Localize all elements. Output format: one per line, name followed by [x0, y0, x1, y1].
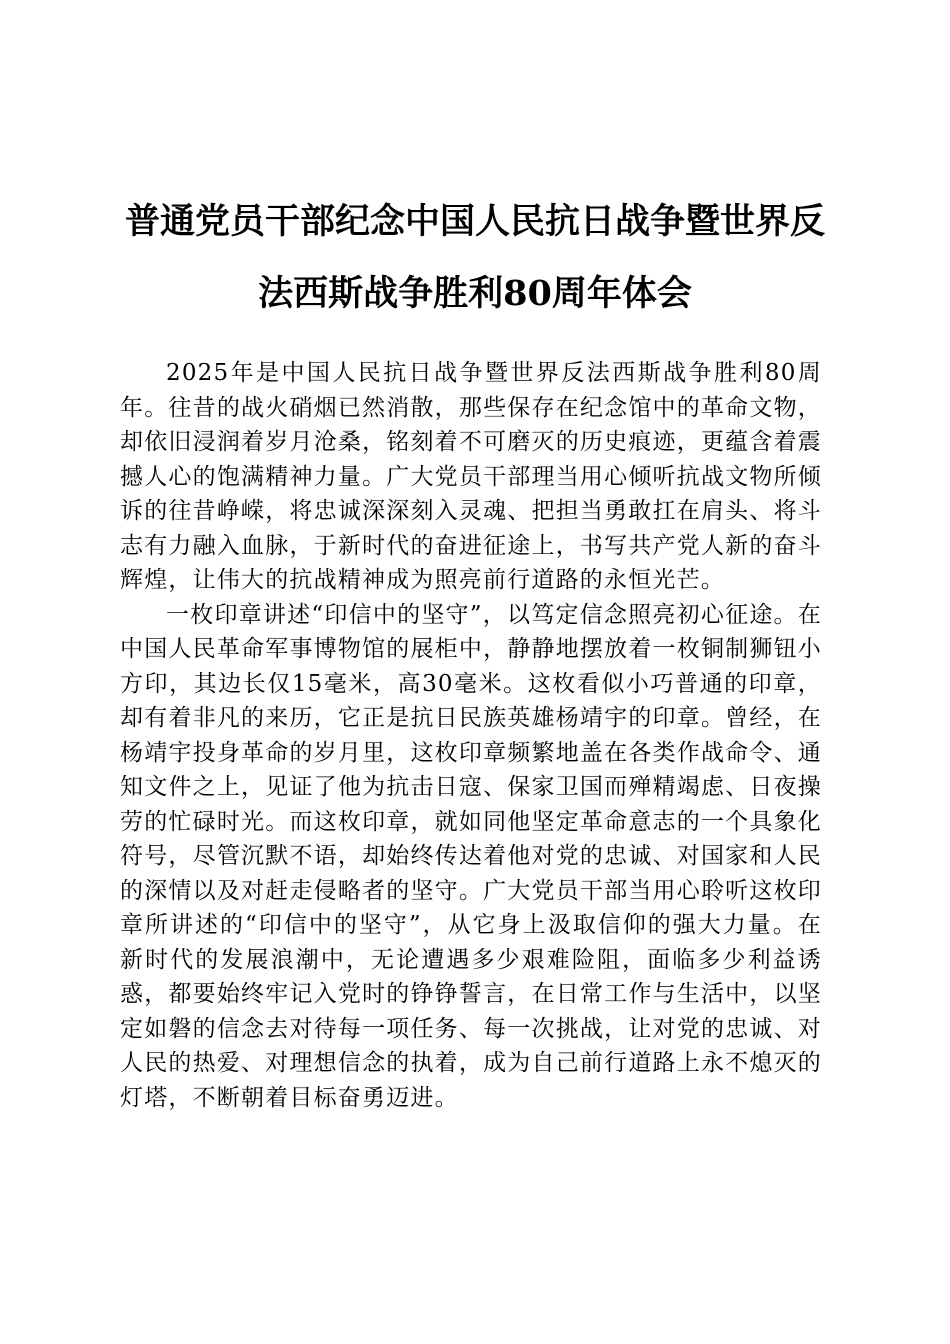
document-body	[120, 356, 822, 1115]
paragraph-intro: 2025年是中国人民抗日战争暨世界反法西斯战争胜利80周年。往昔的战火硝烟已然消散，那些保存在纪念馆中的革命文物，却依旧浸润着岁月沧桑，铭刻着不可磨灭的历史痕迹，更蕴含着震撼人心的饱满精神力量。广大党员干部理当用心倾听抗战文物所倾诉的往昔峥嵘，将忠诚深深刻入灵魂、把担当勇敢扛在肩头、将斗志有力融入血脉，于新时代的奋进征途上，书写共产党人新的奋斗辉煌，让伟大的抗战精神成为照亮前行道路的永恒光芒。	[120, 360, 822, 593]
title-line-2: 法西斯战争胜利80周年体会	[258, 273, 692, 314]
document-title	[120, 186, 830, 330]
paragraph-seal: 一枚印章讲述“印信中的坚守”，以笃定信念照亮初心征途。在中国人民革命军事博物馆的展柜中，静静地摆放着一枚铜制狮钮小方印，其边长仅15毫米，高30毫米。这枚看似小巧普通的印章，却有着非凡的来历，它正是抗日民族英雄杨靖宇的印章。曾经，在杨靖宇投身革命的岁月里，这枚印章频繁地盖在各类作战命令、通知文件之上，见证了他为抗击日寇、保家卫国而殚精竭虑、日夜操劳的忙碌时光。而这枚印章，就如同他坚定革命意志的一个具象化符号，尽管沉默不语，却始终传达着他对党的忠诚、对国家和人民的深情以及对赶走侵略者的坚守。广大党员干部当用心聆听这枚印章所讲述的“印信中的坚守”，从它身上汲取信仰的强大力量。在新时代的发展浪潮中，无论遭遇多少艰难险阻，面临多少利益诱惑，都要始终牢记入党时的铮铮誓言，在日常工作与生活中，以坚定如磐的信念去对待每一项任务、每一次挑战，让对党的忠诚、对人民的热爱、对理想信念的执着，成为自己前行道路上永不熄灭的灯塔，不断朝着目标奋勇迈进。	[120, 601, 822, 1111]
title-line-1: 普通党员干部纪念中国人民抗日战争暨世界反	[124, 201, 825, 242]
